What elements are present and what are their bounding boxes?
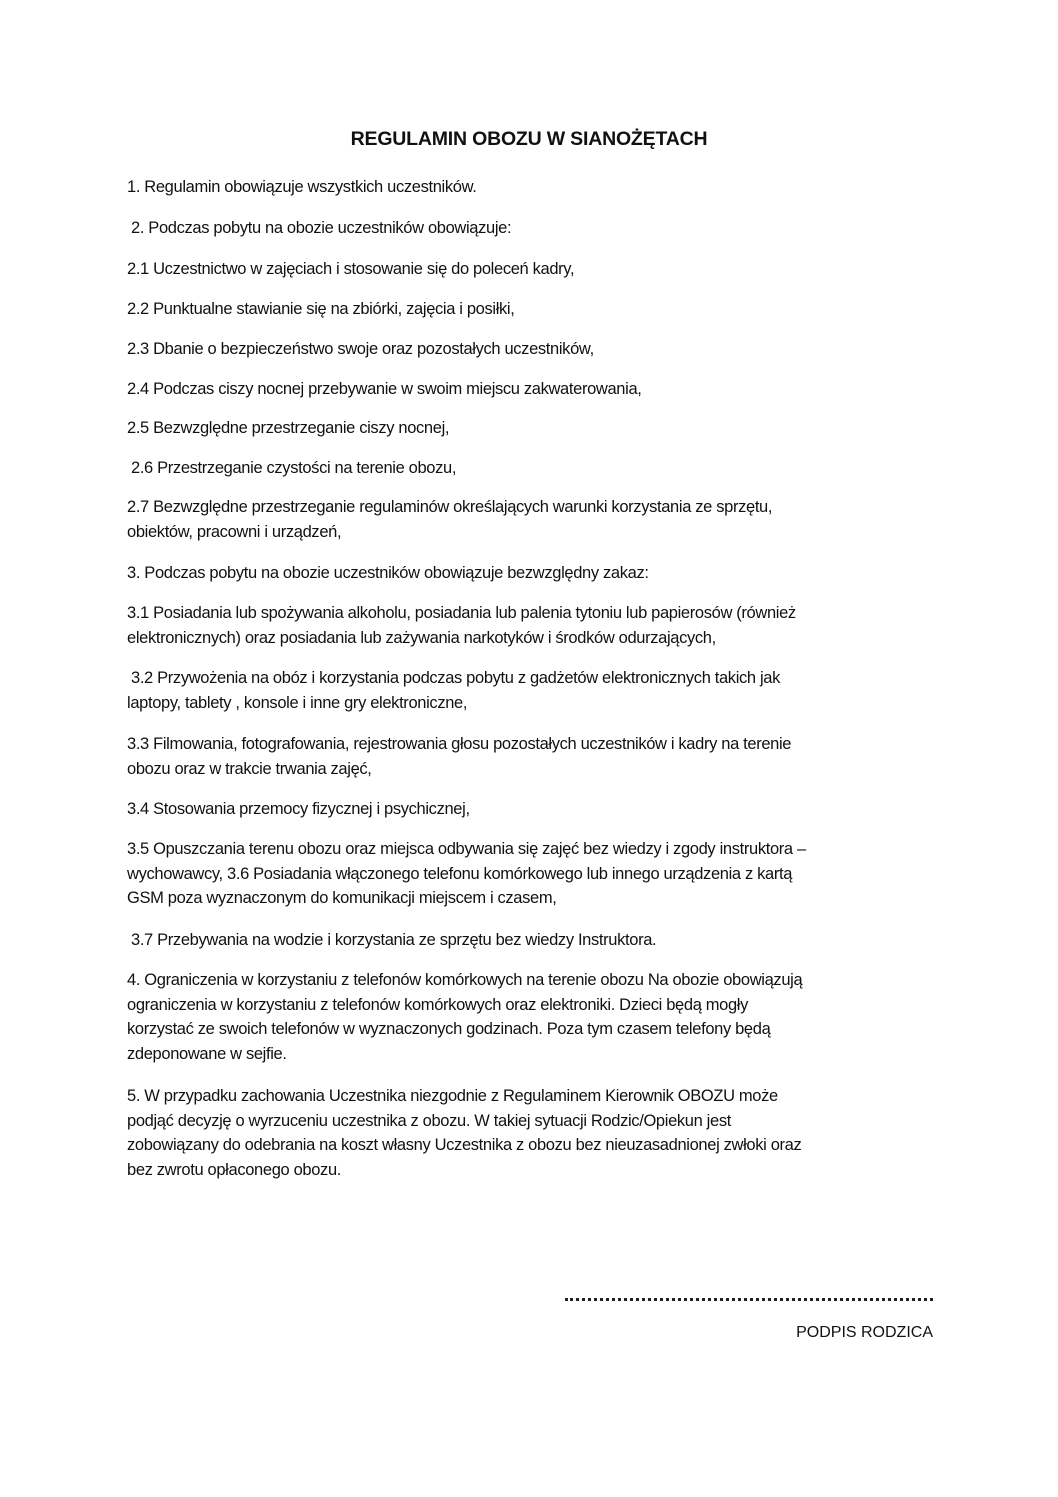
paragraph-line: 4. Ograniczenia w korzystaniu z telefonów komórkowych na terenie obozu Na obozie obowiązują bbox=[127, 971, 803, 989]
paragraph-3-2 bbox=[127, 666, 946, 715]
paragraph-line: 2.7 Bezwzględne przestrzeganie regulaminów określających warunki korzystania ze sprzętu, bbox=[127, 498, 773, 516]
paragraph-2 bbox=[127, 216, 946, 241]
paragraph-line: 2.1 Uczestnictwo w zajęciach i stosowanie się do poleceń kadry, bbox=[127, 260, 575, 278]
paragraph-line: 3.5 Opuszczania terenu obozu oraz miejsca odbywania się zajęć bez wiedzy i zgody instruktora – bbox=[127, 840, 806, 858]
paragraph-line: 2.2 Punktualne stawianie się na zbiórki, zajęcia i posiłki, bbox=[127, 300, 515, 318]
paragraph-5 bbox=[127, 1084, 942, 1182]
document-title: REGULAMIN OBOZU W SIANOŻĘTACH bbox=[350, 128, 708, 150]
paragraph-line: 2.6 Przestrzeganie czystości na terenie obozu, bbox=[131, 459, 457, 477]
paragraph-3-1 bbox=[127, 601, 942, 650]
paragraph-line: elektronicznych) oraz posiadania lub zażywania narkotyków i środków odurzających, bbox=[127, 628, 716, 647]
paragraph-line: korzystać ze swoich telefonów w wyznaczonych godzinach. Poza tym czasem telefony będą bbox=[127, 1020, 771, 1038]
paragraph-4 bbox=[127, 968, 942, 1066]
signature-line bbox=[565, 1288, 933, 1301]
paragraph-line: 3.1 Posiadania lub spożywania alkoholu, posiadania lub palenia tytoniu lub papierosów (również bbox=[127, 604, 796, 622]
paragraph-3-5 bbox=[127, 837, 942, 911]
paragraph-2-2 bbox=[127, 297, 942, 322]
paragraph-line: 2.4 Podczas ciszy nocnej przebywanie w swoim miejscu zakwaterowania, bbox=[127, 380, 642, 398]
paragraph-line: bez zwrotu opłaconego obozu. bbox=[127, 1160, 342, 1179]
paragraph-line: wychowawcy, 3.6 Posiadania włączonego telefonu komórkowego lub innego urządzenia z kartą bbox=[127, 864, 793, 883]
paragraph-line: obiektów, pracowni i urządzeń, bbox=[127, 522, 342, 541]
paragraph-2-4 bbox=[127, 377, 942, 402]
paragraph-2-6 bbox=[127, 456, 946, 481]
paragraph-line: 2.5 Bezwzględne przestrzeganie ciszy nocnej, bbox=[127, 419, 450, 437]
paragraph-2-1 bbox=[127, 257, 942, 282]
paragraph-line: podjąć decyzję o wyrzuceniu uczestnika z obozu. W takiej sytuacji Rodzic/Opiekun jest bbox=[127, 1111, 731, 1130]
paragraph-line: 5. W przypadku zachowania Uczestnika niezgodnie z Regulaminem Kierownik OBOZU może bbox=[127, 1087, 778, 1105]
paragraph-line: laptopy, tablety , konsole i inne gry elektroniczne, bbox=[127, 693, 468, 712]
paragraph-2-3 bbox=[127, 337, 942, 362]
paragraph-line: 3.2 Przywożenia na obóz i korzystania podczas pobytu z gadżetów elektronicznych takich jak bbox=[131, 669, 781, 687]
paragraph-line: ograniczenia w korzystaniu z telefonów komórkowych oraz elektroniki. Dzieci będą mogły bbox=[127, 995, 749, 1014]
signature-label: PODPIS RODZICA bbox=[796, 1324, 933, 1341]
paragraph-3-3 bbox=[127, 732, 942, 781]
paragraph-3 bbox=[127, 561, 942, 586]
paragraph-line: 3. Podczas pobytu na obozie uczestników obowiązuje bezwzględny zakaz: bbox=[127, 564, 649, 582]
paragraph-line: 3.7 Przebywania na wodzie i korzystania ze sprzętu bez wiedzy Instruktora. bbox=[131, 931, 657, 949]
paragraph-line: 2.3 Dbanie o bezpieczeństwo swoje oraz pozostałych uczestników, bbox=[127, 340, 594, 358]
paragraph-line: zdeponowane w sejfie. bbox=[127, 1044, 287, 1063]
paragraph-line: 2. Podczas pobytu na obozie uczestników obowiązuje: bbox=[131, 219, 512, 237]
paragraph-3-4 bbox=[127, 797, 942, 822]
paragraph-line: 3.4 Stosowania przemocy fizycznej i psychicznej, bbox=[127, 800, 470, 818]
paragraph-1 bbox=[127, 175, 942, 200]
paragraph-line: obozu oraz w trakcie trwania zajęć, bbox=[127, 759, 372, 778]
paragraph-2-5 bbox=[127, 416, 942, 441]
paragraph-3-7 bbox=[127, 928, 946, 953]
paragraph-2-7 bbox=[127, 495, 942, 544]
paragraph-line: GSM poza wyznaczonym do komunikacji miejscem i czasem, bbox=[127, 889, 557, 907]
paragraph-line: zobowiązany do odebrania na koszt własny Uczestnika z obozu bez nieuzasadnionej zwłoki oraz bbox=[127, 1136, 802, 1154]
paragraph-line: 3.3 Filmowania, fotografowania, rejestrowania głosu pozostałych uczestników i kadry na terenie bbox=[127, 735, 792, 753]
paragraph-line: 1. Regulamin obowiązuje wszystkich uczestników. bbox=[127, 178, 477, 196]
